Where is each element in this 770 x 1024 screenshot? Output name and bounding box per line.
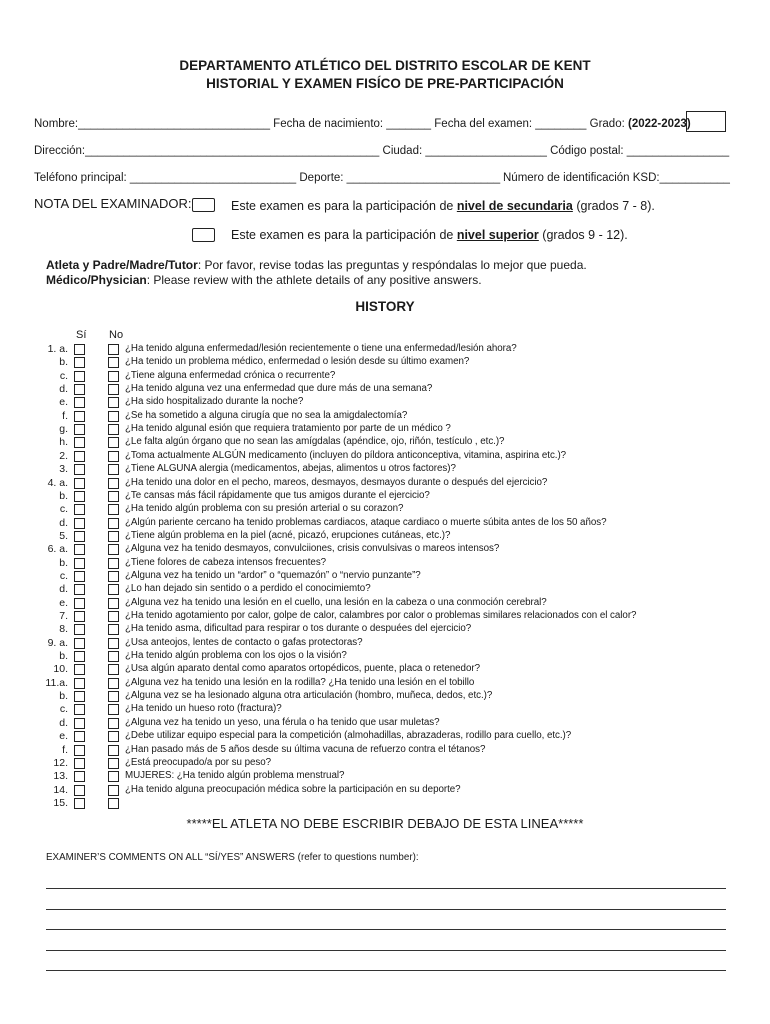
question-text: ¿Ha tenido alguna enfermedad/lesión recientemente o tiene una enfermedad/lesión ahora? [125, 343, 517, 354]
examiner-comments-label: EXAMINER’S COMMENTS ON ALL “SÍ/YES” ANSWERS (refer to questions number): [46, 852, 419, 863]
level2-prefix: Este examen es para la participación de [231, 228, 457, 242]
yes-checkbox[interactable] [74, 437, 85, 448]
middle-school-level-text [231, 199, 655, 213]
comment-line[interactable] [46, 888, 726, 889]
no-checkbox[interactable] [108, 758, 119, 769]
question-row [0, 784, 770, 797]
question-row [0, 396, 770, 409]
question-row [0, 663, 770, 676]
question-text: ¿Alguna vez ha tenido una lesión en el cuello, una lesión en la cabeza o una conmoción cerebral? [125, 596, 547, 608]
yes-checkbox[interactable] [74, 798, 85, 809]
no-checkbox[interactable] [108, 664, 119, 675]
question-number: 4. a. [47, 476, 68, 489]
question-text: ¿Lo han dejado sin sentido o a perdido el conocimiemto? [125, 583, 371, 595]
no-checkbox[interactable] [108, 531, 119, 542]
form-title-line1: DEPARTAMENTO ATLÉTICO DEL DISTRITO ESCOLAR DE KENT [179, 58, 591, 73]
yes-checkbox[interactable] [74, 424, 85, 435]
level2-suffix: (grados 9 - 12). [538, 228, 628, 242]
question-row [0, 690, 770, 703]
question-row [0, 356, 770, 369]
question-row [0, 543, 770, 556]
question-text: ¿Ha sido hospitalizado durante la noche? [125, 396, 304, 408]
yes-checkbox[interactable] [74, 518, 85, 529]
question-text: ¿Ha tenido algún problema con los ojos o la visión? [125, 650, 347, 662]
question-text: ¿Ha tenido algunal esión que requiera tratamiento por parte de un médico ? [125, 423, 451, 435]
question-number: e. [59, 396, 68, 409]
no-checkbox[interactable] [108, 437, 119, 448]
question-row [0, 744, 770, 757]
question-number: 1. a. [47, 343, 68, 355]
question-text: ¿Tiene ALGUNA alergia (medicamentos, abejas, alimentos u otros factores)? [125, 463, 456, 475]
question-row [0, 637, 770, 650]
yes-checkbox[interactable] [74, 504, 85, 515]
level1-prefix: Este examen es para la participación de [231, 199, 457, 213]
question-text: ¿Ha tenido una dolor en el pecho, mareos, desmayos, desmayos durante o después del ejercicio? [125, 476, 548, 488]
question-row [0, 717, 770, 730]
yes-checkbox[interactable] [74, 624, 85, 635]
question-text: ¿Alguna vez se ha lesionado alguna otra articulación (hombro, muñeca, dedos, etc.)? [125, 690, 493, 702]
yes-checkbox[interactable] [74, 451, 85, 462]
no-checkbox[interactable] [108, 678, 119, 689]
question-text: ¿Alguna vez ha tenido desmayos, convulciiones, crisis convulsivas o mareos intensos? [125, 543, 500, 555]
no-checkbox[interactable] [108, 558, 119, 569]
question-number: b. [59, 356, 68, 369]
question-number: f. [62, 409, 68, 422]
do-not-write-warning: *****EL ATLETA NO DEBE ESCRIBIR DEBAJO DE ESTA LINEA***** [186, 816, 584, 831]
no-checkbox[interactable] [108, 638, 119, 649]
question-number: d. [59, 583, 68, 596]
question-text: ¿Ha tenido alguna vez una enfermedad que dure más de una semana? [125, 383, 433, 395]
yes-checkbox[interactable] [74, 745, 85, 756]
question-number: 15. [53, 796, 68, 809]
question-number: c. [59, 703, 68, 716]
question-row [0, 530, 770, 543]
question-text: ¿Tiene folores de cabeza intensos frecuentes? [125, 556, 327, 568]
question-text: ¿Ha tenido un hueso roto (fractura)? [125, 703, 282, 715]
grade-input-box[interactable] [686, 111, 726, 132]
ksd-id-field: Número de identificación KSD:___________ [503, 172, 730, 184]
physician-instructions [46, 273, 482, 287]
question-row [0, 370, 770, 383]
yes-checkbox[interactable] [74, 558, 85, 569]
athlete-label: Atleta y Padre/Madre/Tutor [46, 258, 198, 272]
question-row [0, 463, 770, 476]
question-row [0, 797, 770, 810]
no-checkbox[interactable] [108, 651, 119, 662]
yes-checkbox[interactable] [74, 584, 85, 595]
question-number: 13. [53, 770, 68, 783]
high-school-checkbox[interactable] [192, 228, 215, 242]
question-number: d. [59, 383, 68, 396]
question-number: g. [59, 423, 68, 436]
question-row [0, 730, 770, 743]
physician-text: : Please review with the athlete details of any positive answers. [146, 273, 482, 287]
question-row [0, 517, 770, 530]
question-text: ¿Ha tenido agotamiento por calor, golpe de calor, calambres por calor o problemas similares relacionados con el calor? [125, 610, 637, 621]
no-checkbox[interactable] [108, 718, 119, 729]
no-checkbox[interactable] [108, 691, 119, 702]
yes-checkbox[interactable] [74, 531, 85, 542]
history-title: HISTORY [355, 299, 415, 314]
question-text: ¿Alguna vez ha tenido un “ardor” o “quemazón” o “nervio punzante”? [125, 569, 421, 581]
question-text: ¿Toma actualmente ALGÚN medicamento (incluyen do píldora anticonceptiva, vitamina, aspirina etc.)? [125, 449, 567, 461]
question-number: b. [59, 489, 68, 502]
question-text: ¿Se ha sometido a alguna cirugía que no sea la amigdalectomía? [125, 409, 408, 421]
question-number: 3. [59, 463, 68, 476]
question-number: c. [59, 569, 68, 582]
no-checkbox[interactable] [108, 424, 119, 435]
yes-checkbox[interactable] [74, 344, 85, 355]
question-row [0, 503, 770, 516]
question-text: ¿Tiene algún problema en la piel (acné, picazó, erupciones cutáneas, etc.)? [125, 529, 451, 541]
question-row [0, 436, 770, 449]
form-title-line2: HISTORIAL Y EXAMEN FISÍCO DE PRE-PARTICIPACIÓN [206, 76, 564, 91]
yes-checkbox[interactable] [74, 678, 85, 689]
no-checkbox[interactable] [108, 464, 119, 475]
question-row [0, 410, 770, 423]
question-row [0, 650, 770, 663]
no-column-header: No [109, 329, 124, 341]
question-number: c. [59, 369, 68, 382]
question-number: 11.a. [45, 676, 68, 689]
question-number: b. [59, 690, 68, 703]
no-checkbox[interactable] [108, 478, 119, 489]
question-text: ¿Han pasado más de 5 años desde su última vacuna de refuerzo contra el tétanos? [125, 743, 486, 755]
no-checkbox[interactable] [108, 544, 119, 555]
question-row [0, 610, 770, 623]
no-checkbox[interactable] [108, 704, 119, 715]
question-number: 10. [53, 663, 68, 676]
question-number: e. [59, 596, 68, 609]
no-checkbox[interactable] [108, 518, 119, 529]
no-checkbox[interactable] [108, 798, 119, 809]
question-number: 12. [53, 756, 68, 769]
question-number: b. [59, 650, 68, 663]
question-number: 5. [59, 529, 68, 542]
question-number: 2. [59, 449, 68, 462]
yes-checkbox[interactable] [74, 411, 85, 422]
level1-level: nivel de secundaria [456, 199, 573, 213]
phone-sport-row: Teléfono principal: __________________________ Deporte: ________________________ [34, 172, 501, 184]
yes-checkbox[interactable] [74, 598, 85, 609]
question-row [0, 770, 770, 783]
question-row [0, 423, 770, 436]
question-number: 9. a. [47, 636, 68, 649]
address-row: Dirección:______________________________________________ Ciudad: ___________________ Código postal: ________________ [34, 145, 730, 157]
no-checkbox[interactable] [108, 731, 119, 742]
question-number: f. [62, 743, 68, 756]
question-number: 14. [53, 783, 68, 796]
yes-checkbox[interactable] [74, 731, 85, 742]
question-number: 6. a. [47, 543, 68, 556]
question-number: h. [59, 436, 68, 449]
no-checkbox[interactable] [108, 785, 119, 796]
no-checkbox[interactable] [108, 451, 119, 462]
name-row-text: Nombre:______________________________ Fecha de nacimiento: _______ Fecha del examen: ________ Grado: [34, 118, 625, 130]
question-row [0, 477, 770, 490]
question-row [0, 450, 770, 463]
comment-line[interactable] [46, 909, 726, 910]
examiner-note-label: NOTA DEL EXAMINADOR: [34, 196, 192, 211]
question-number: b. [59, 556, 68, 569]
yes-checkbox[interactable] [74, 478, 85, 489]
question-row [0, 490, 770, 503]
question-row [0, 623, 770, 636]
question-number: d. [59, 716, 68, 729]
yes-checkbox[interactable] [74, 571, 85, 582]
middle-school-checkbox[interactable] [192, 198, 215, 212]
question-text: ¿Usa algún aparato dental como aparatos ortopédicos, puente, placa o retenedor? [125, 663, 480, 675]
question-row [0, 570, 770, 583]
no-checkbox[interactable] [108, 624, 119, 635]
no-checkbox[interactable] [108, 491, 119, 502]
yes-checkbox[interactable] [74, 357, 85, 368]
yes-checkbox[interactable] [74, 704, 85, 715]
question-text: ¿Alguna vez ha tenido una lesión en la rodilla? ¿Ha tenido una lesión en el tobillo [125, 676, 475, 688]
no-checkbox[interactable] [108, 771, 119, 782]
no-checkbox[interactable] [108, 611, 119, 622]
no-checkbox[interactable] [108, 584, 119, 595]
question-row [0, 597, 770, 610]
no-checkbox[interactable] [108, 411, 119, 422]
question-text: ¿Está preocupado/a por su peso? [125, 756, 272, 768]
question-number: e. [59, 730, 68, 743]
no-checkbox[interactable] [108, 571, 119, 582]
question-number: c. [59, 503, 68, 516]
question-row [0, 583, 770, 596]
no-checkbox[interactable] [108, 344, 119, 355]
comment-line[interactable] [46, 950, 726, 951]
question-row [0, 383, 770, 396]
physician-label: Médico/Physician [46, 273, 147, 287]
question-number: d. [59, 516, 68, 529]
no-checkbox[interactable] [108, 357, 119, 368]
level2-level: nivel superior [456, 228, 539, 242]
yes-checkbox[interactable] [74, 771, 85, 782]
yes-checkbox[interactable] [74, 371, 85, 382]
question-text: MUJERES: ¿Ha tenido algún problema menstrual? [125, 770, 345, 782]
question-row [0, 757, 770, 770]
yes-checkbox[interactable] [74, 664, 85, 675]
question-text: ¿Algún pariente cercano ha tenido problemas cardiacos, ataque cardiaco o muerte súbita antes de los 50 años? [125, 516, 607, 528]
question-text: ¿Le falta algún órgano que no sean las amígdalas (apéndice, ojo, riñón, testículo , etc.)? [125, 436, 505, 448]
yes-checkbox[interactable] [74, 611, 85, 622]
athlete-instructions [46, 258, 587, 272]
no-checkbox[interactable] [108, 384, 119, 395]
no-checkbox[interactable] [108, 745, 119, 756]
yes-checkbox[interactable] [74, 638, 85, 649]
yes-checkbox[interactable] [74, 758, 85, 769]
no-checkbox[interactable] [108, 371, 119, 382]
question-text: ¿Ha tenido asma, dificultad para respirar o tos durante o despuées del ejercicio? [125, 623, 472, 635]
question-text: ¿Usa anteojos, lentes de contacto o gafas protectoras? [125, 636, 363, 648]
comment-line[interactable] [46, 970, 726, 971]
yes-column-header: Sí [76, 329, 87, 341]
yes-checkbox[interactable] [74, 397, 85, 408]
question-text: ¿Ha tenido alguna preocupación médica sobre la participación en su deporte? [125, 783, 461, 795]
question-row [0, 677, 770, 690]
question-number: 8. [59, 623, 68, 636]
no-checkbox[interactable] [108, 598, 119, 609]
yes-checkbox[interactable] [74, 384, 85, 395]
level1-suffix: (grados 7 - 8). [572, 199, 655, 213]
comment-line[interactable] [46, 929, 726, 930]
yes-checkbox[interactable] [74, 718, 85, 729]
question-text: ¿Ha tenido algún problema con su presión arterial o su corazon? [125, 503, 404, 515]
athlete-text: : Por favor, revise todas las preguntas y respóndalas lo mejor que pueda. [197, 258, 587, 272]
question-row [0, 343, 770, 356]
yes-checkbox[interactable] [74, 691, 85, 702]
yes-checkbox[interactable] [74, 464, 85, 475]
no-checkbox[interactable] [108, 504, 119, 515]
grade-years: (2022-2023) [628, 118, 691, 130]
yes-checkbox[interactable] [74, 544, 85, 555]
name-dob-exam-grade-row [34, 118, 691, 130]
question-text: ¿Te cansas más fácil rápidamente que tus amigos durante el ejercicio? [125, 489, 430, 501]
no-checkbox[interactable] [108, 397, 119, 408]
question-row [0, 557, 770, 570]
question-text: ¿Debe utilizar equipo especial para la competición (almohadillas, abrazaderas, rodillo para cuello, etc.)? [125, 730, 572, 742]
yes-checkbox[interactable] [74, 491, 85, 502]
yes-checkbox[interactable] [74, 785, 85, 796]
question-text: ¿Ha tenido un problema médico, enfermedad o lesión desde su último examen? [125, 356, 470, 368]
question-number: 7. [59, 610, 68, 622]
yes-checkbox[interactable] [74, 651, 85, 662]
question-row [0, 703, 770, 716]
question-text: ¿Tiene alguna enfermedad crónica o recurrente? [125, 369, 336, 381]
question-text: ¿Alguna vez ha tenido un yeso, una férula o ha tenido que usar muletas? [125, 716, 440, 728]
high-school-level-text [231, 228, 628, 242]
